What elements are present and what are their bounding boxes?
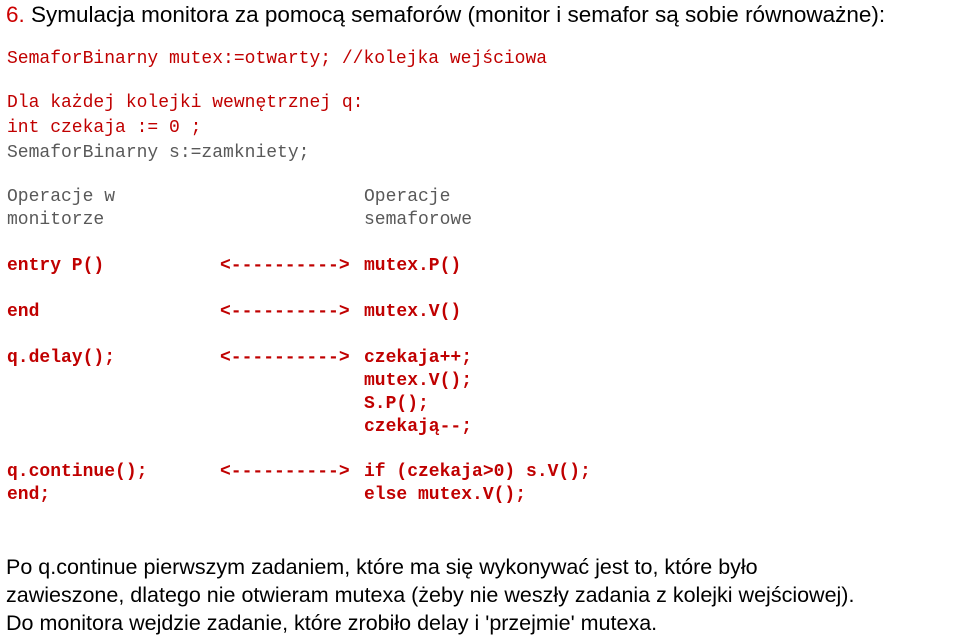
code-line-czekaja: int czekaja := 0 ; (7, 118, 202, 138)
header-semaphore-ops-2: semaforowe (364, 210, 473, 230)
code-line-semafor-s: SemaforBinarny s:=zamkniety; (7, 143, 310, 163)
code-line-each-queue: Dla każdej kolejki wewnętrznej q: (7, 93, 364, 113)
row-end-arrow: <----------> (220, 302, 350, 322)
paragraph-line-2: zawieszone, dlatego nie otwieram mutexa (żeby nie weszły zadania z kolejki wejściowej). (6, 583, 855, 607)
row-delay-right-3: S.P(); (364, 394, 429, 414)
row-continue-arrow: <----------> (220, 462, 350, 482)
slide-number: 6. (6, 2, 25, 27)
row-entry-right: mutex.P() (364, 256, 462, 276)
row-delay-arrow: <----------> (220, 348, 350, 368)
header-monitor-ops-2: monitorze (7, 210, 105, 230)
code-line-mutex: SemaforBinarny mutex:=otwarty; //kolejka wejściowa (7, 49, 548, 69)
row-entry-arrow: <----------> (220, 256, 350, 276)
row-entry-left: entry P() (7, 256, 105, 276)
header-monitor-ops-1: Operacje w (7, 187, 116, 207)
row-continue-left: q.continue(); (7, 462, 148, 482)
header-semaphore-ops-1: Operacje (364, 187, 451, 207)
row-delay-left: q.delay(); (7, 348, 116, 368)
row-delay-right-1: czekaja++; (364, 348, 473, 368)
row-delay-right-4: czekają--; (364, 417, 473, 437)
row-delay-right-2: mutex.V(); (364, 371, 473, 391)
row-end-left: end (7, 302, 40, 322)
row-continue-right-2: else mutex.V(); (364, 485, 527, 505)
slide-title-text: Symulacja monitora za pomocą semaforów (monitor i semafor są sobie równoważne): (31, 2, 886, 27)
paragraph-line-3: Do monitora wejdzie zadanie, które zrobiło delay i 'przejmie' mutexa. (6, 611, 658, 635)
paragraph-line-1: Po q.continue pierwszym zadaniem, które ma się wykonywać jest to, które było (6, 555, 758, 579)
row-end-right: mutex.V() (364, 302, 462, 322)
slide-title (6, 2, 885, 28)
row-continue-left-2: end; (7, 485, 51, 505)
row-continue-right-1: if (czekaja>0) s.V(); (364, 462, 591, 482)
